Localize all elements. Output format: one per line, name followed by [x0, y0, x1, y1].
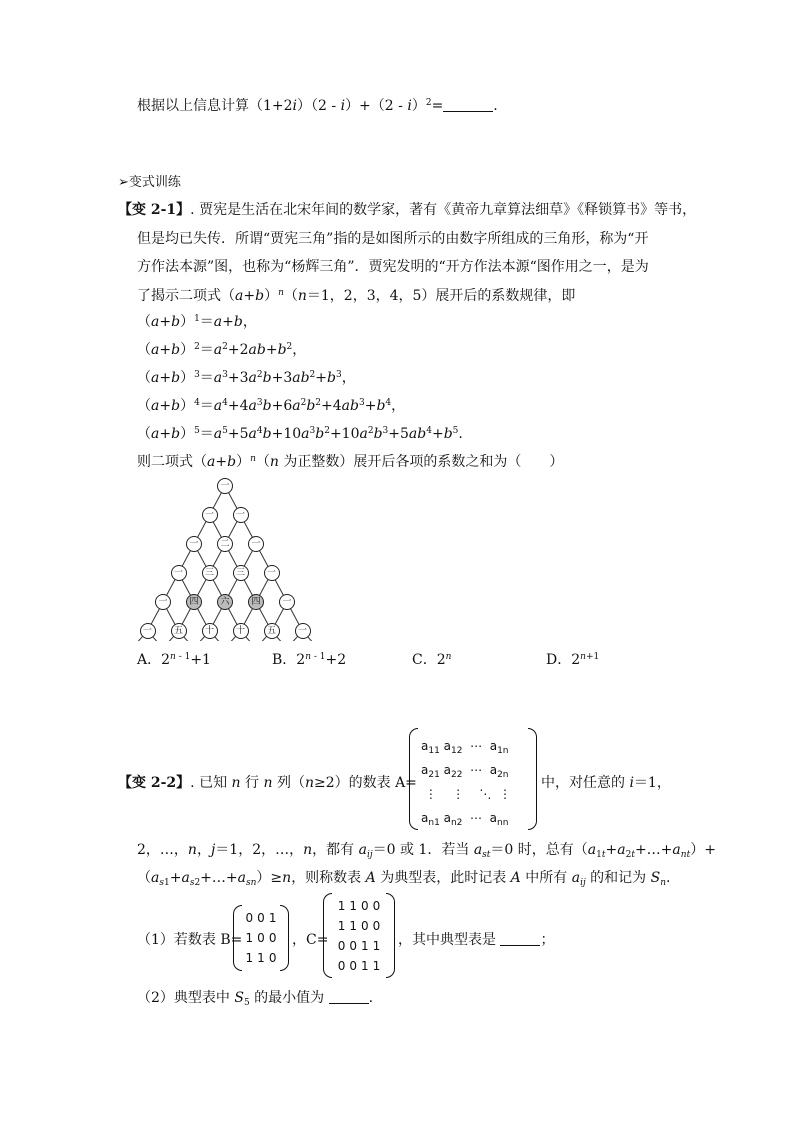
matrix-a: $a_{11}$ $a_{12}$ ⋯ $a_{1n}$ $a_{21}$ $a_{22}$ ⋯ $a_{2n}$ ⋮ ⋮ ⋱ ⋮ $a_{n1}$ $a_{n2}$ ⋯ $a_{nn}$ — [409, 728, 537, 830]
expansion-5: $(a+b)^5=a^5+5a^4b+10a^3b^2+10a^2b^3+5ab^4+b^5$. — [137, 426, 463, 442]
matrix-c — [323, 893, 395, 978]
matrix-cell: 0 — [268, 951, 277, 965]
triangle-node: 十 — [233, 623, 249, 639]
v22-after-matrix: 中，对任意的 i＝1， — [541, 775, 671, 791]
triangle-node: 一 — [155, 594, 171, 610]
matrix-cell: 0 — [337, 939, 346, 953]
matrix-cell: 1 — [361, 939, 369, 953]
v21-para-4: 了揭示二项式$(a+b)^n(n=1$，2，3，4，5）展开后的系数规律，即 — [137, 288, 576, 304]
triangle-node: 一 — [295, 623, 311, 639]
triangle-node: 一 — [248, 536, 264, 552]
matrix-row — [244, 948, 279, 968]
triangle-node: 二 — [217, 536, 233, 552]
matrix-cell: 1 — [349, 899, 357, 913]
triangle-node: 三 — [233, 565, 249, 581]
matrix-cell: 0 — [361, 899, 369, 913]
triangle-node: 一 — [233, 507, 249, 523]
option-b[interactable]: B．$2^{n - 1}+2$ — [272, 652, 347, 668]
triangle-node: 五 — [171, 623, 187, 639]
matrix-row — [244, 928, 279, 948]
option-d[interactable]: D．$2^{n+1}$ — [546, 652, 600, 668]
triangle-node: 四 — [186, 594, 202, 610]
matrix-cell: 0 — [245, 911, 254, 925]
q1-prefix: （1）若数表 B= — [137, 932, 243, 948]
matrix-cell: 1 — [372, 939, 381, 953]
v21-para-1: 【变 2-1】. 贾宪是生活在北宋年间的数学家，著有《黄帝九章算法细草》《释锁算书》等书， — [118, 202, 697, 218]
triangle-node: 五 — [264, 623, 280, 639]
jiaxian-triangle — [133, 476, 318, 641]
expansion-3: $(a+b)^3=a^3+3a^2b+3ab^2+b^3$， — [137, 370, 356, 386]
matrix-cell: 1 — [268, 911, 277, 925]
matrix-cell: 1 — [245, 931, 254, 945]
arrow-icon: ➢ — [118, 175, 129, 190]
triangle-node: 一 — [217, 478, 233, 494]
q2: （2）典型表中 $S_5$ 的最小值为 . — [137, 990, 374, 1008]
triangle-node: 一 — [264, 565, 280, 581]
matrix-cell: 0 — [349, 939, 357, 953]
matrix-cell: 0 — [372, 919, 381, 933]
option-a[interactable]: A．$2^{n - 1}+1$ — [137, 652, 211, 668]
v21-para-2: 但是均已失传．所谓“贾宪三角”指的是如图所示的由数字所组成的三角形，称为“开 — [137, 231, 649, 247]
matrix-cell: 1 — [337, 899, 346, 913]
triangle-node: 一 — [186, 536, 202, 552]
q1-answer-blank[interactable] — [500, 945, 540, 946]
matrix-cell: 1 — [245, 951, 254, 965]
matrix-cell: 0 — [257, 911, 265, 925]
matrix-cell: 0 — [372, 899, 381, 913]
matrix-row — [336, 936, 383, 956]
matrix-row — [336, 916, 383, 936]
expansion-1: $(a+b)^1=a+b$， — [137, 314, 257, 330]
calc-question: 根据以上信息计算（1+2i）（2 - i）+（2 - i）$^2$= . — [137, 98, 498, 114]
v22-para-3: $(a_{s1}+a_{s2}+\dots+a_{sn})\ge n$，则称数表 A 为典型表，此时记表 A 中所有 $a_{ij}$ 的和记为 $S_n$. — [137, 870, 671, 888]
triangle-node: 三 — [202, 565, 218, 581]
answer-blank[interactable] — [443, 111, 493, 112]
matrix-row — [336, 956, 383, 976]
matrix-b — [233, 905, 289, 971]
triangle-lines — [133, 476, 318, 641]
triangle-node: 一 — [202, 507, 218, 523]
triangle-node: 六 — [217, 594, 233, 610]
matrix-cell: 1 — [337, 919, 346, 933]
option-c[interactable]: C．2$^n$ — [412, 652, 452, 668]
matrix-cell: 1 — [361, 959, 369, 973]
matrix-cell: 0 — [361, 919, 369, 933]
matrix-cell: 0 — [268, 931, 277, 945]
q1-suffix: ，其中典型表是 ； — [398, 932, 555, 948]
triangle-node: 四 — [248, 594, 264, 610]
matrix-cell: 1 — [349, 919, 357, 933]
matrix-cell: 0 — [337, 959, 346, 973]
expansion-4: $(a+b)^4=a^4+4a^3b+6a^2b^2+4ab^3+b^4$， — [137, 398, 406, 414]
matrix-cell: 0 — [349, 959, 357, 973]
section-title: ➢变式训练 — [118, 175, 181, 190]
expansion-2: $(a+b)^2=a^2+2ab+b^2$， — [137, 342, 307, 358]
triangle-node: 十 — [202, 623, 218, 639]
v22-intro: 【变 2-2】. 已知 n 行 n 列（n≥2）的数表 A= — [118, 775, 417, 791]
matrix-cell: 0 — [257, 931, 265, 945]
v21-question: 则二项式$(a+b)^n(n$ 为正整数）展开后各项的系数之和为（ ） — [137, 454, 564, 470]
matrix-cell: 1 — [257, 951, 265, 965]
triangle-node: 一 — [279, 594, 295, 610]
matrix-row — [336, 896, 383, 916]
q2-answer-blank[interactable] — [329, 1003, 369, 1004]
matrix-row — [244, 908, 279, 928]
matrix-cell: 1 — [372, 959, 381, 973]
triangle-node: 一 — [171, 565, 187, 581]
v22-para-2: 2，…，n，j＝1，2，…，n，都有 $a_{ij}=0$ 或 1．若当 $a_{st}=0$ 时，总有$(a_{1t}+a_{2t}+\dots+a_{nt})+$ — [137, 842, 716, 860]
q1-mid: ，C= — [292, 932, 329, 948]
v21-para-3: 方作法本源”图，也称为“杨辉三角”．贾宪发明的“开方作法本源“图作用之一，是为 — [137, 259, 649, 275]
triangle-node: 一 — [140, 623, 156, 639]
